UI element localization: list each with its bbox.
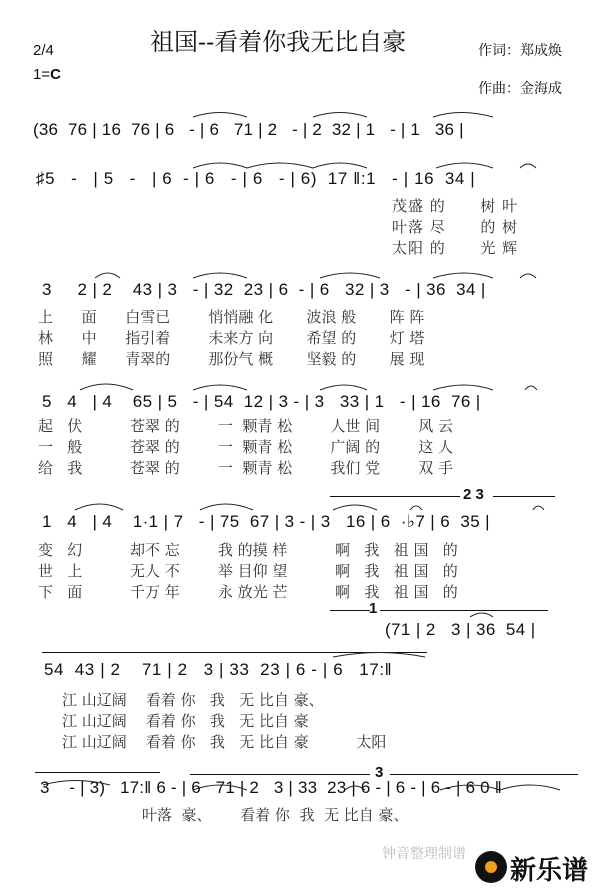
slur	[193, 273, 247, 278]
slur	[345, 786, 365, 790]
slur	[470, 613, 493, 617]
slur	[433, 113, 493, 118]
lyric-row-7-verse-1: 江 山辽阔 看着 你 我 无 比自 豪、	[62, 691, 324, 709]
slur	[75, 504, 123, 510]
slur	[525, 386, 537, 390]
music-row-8: 3 - | 3) 17:‖ 6 - | 6 71 | 2 3 | 33 23 | 6 - | 6 - | 6 - | 6 0 ‖	[40, 778, 502, 797]
slur	[433, 385, 493, 390]
lyric-row-3-verse-3: 照 耀 青翠的 那份气 概 坚毅 的 展 现	[38, 350, 425, 368]
slur	[200, 504, 253, 510]
slur	[333, 653, 425, 658]
lyric-row-3-verse-1: 上 面 白雪已 悄悄融 化 波浪 般 阵 阵	[38, 308, 425, 326]
brand-logo: 新乐谱	[510, 856, 589, 886]
slur	[193, 385, 247, 390]
key-prefix: 1=	[33, 66, 51, 83]
slur	[440, 785, 560, 790]
music-row-4: 5 4 | 4 65 | 5 - | 54 12 | 3 - | 3 33 | 1 - | 16 76 |	[42, 392, 481, 411]
slur	[533, 506, 544, 510]
music-row-3: 3 2 | 2 43 | 3 - | 32 23 | 6 - | 6 32 | 3 - | 36 34 |	[42, 280, 486, 299]
volta-label-3: 3	[375, 764, 384, 781]
volta-label-2-3: 2 3	[463, 486, 484, 503]
lyric-row-4-verse-1: 起 伏 苍翠 的 一 颗青 松 人世 间 风 云	[38, 417, 454, 435]
lyric-row-5-verse-1: 变 幻 却不 忘 我 的摸 样 啊 我 祖 国 的	[38, 541, 458, 559]
lyric-row-7-verse-3: 江 山辽阔 看着 你 我 无 比自 豪 太阳	[62, 733, 387, 751]
slur	[320, 385, 367, 390]
slur	[436, 163, 493, 168]
lyric-row-8-verse-1: 叶落 豪、 看着 你 我 无 比自 豪、	[142, 806, 409, 824]
slur	[95, 273, 120, 278]
slur	[410, 506, 422, 510]
volta-label-1: 1	[369, 600, 378, 617]
slur	[433, 273, 493, 278]
music-row-5: 1 4 | 4 1·1 | 7 - | 75 67 | 3 - | 3 16 | 6 ·♭7 | 6 35 |	[42, 512, 490, 531]
vinyl-record-icon	[475, 851, 507, 883]
lyric-row-5-verse-2: 世 上 无人 不 举 目仰 望 啊 我 祖 国 的	[38, 562, 458, 580]
arranger-watermark: 钟音整理制谱	[382, 846, 466, 862]
lyric-row-7-verse-2: 江 山辽阔 看着 你 我 无 比自 豪	[62, 712, 309, 730]
slur	[193, 163, 367, 168]
composer: 作曲：金海成	[478, 81, 562, 97]
slur	[80, 384, 133, 390]
slur	[520, 274, 536, 278]
lyric-row-3-verse-2: 林 中 指引着 未来方 向 希望 的 灯 塔	[38, 329, 425, 347]
lyric-row-5-verse-3: 下 面 千万 年 永 放光 芒 啊 我 祖 国 的	[38, 583, 458, 601]
music-row-6: (71 | 2 3 | 36 54 |	[385, 620, 536, 639]
slur	[333, 505, 377, 510]
music-row-7: 54 43 | 2 71 | 2 3 | 33 23 | 6 - | 6 17:‖	[44, 660, 393, 679]
slur	[520, 164, 536, 168]
slur	[43, 781, 110, 786]
lyric-row-2-verse-2: 叶落 尽 的 树	[392, 218, 519, 236]
lyric-row-4-verse-3: 给 我 苍翠 的 一 颗青 松 我们 党 双 手	[38, 459, 454, 477]
lyric-row-4-verse-2: 一 般 苍翠 的 一 颗青 松 广阔 的 这 人	[38, 438, 454, 456]
lyricist: 作词：郑成焕	[478, 43, 562, 59]
lyric-row-2-verse-1: 茂盛 的 树 叶	[392, 197, 519, 215]
key-note: C	[50, 66, 61, 83]
lyric-row-2-verse-3: 太阳 的 光 辉	[392, 239, 519, 257]
time-signature: 2/4	[33, 42, 54, 59]
slur	[193, 113, 247, 118]
slur	[313, 113, 367, 118]
song-title: 祖国--看着你我无比自豪	[150, 28, 407, 56]
slur	[320, 273, 380, 278]
music-row-2: ♯5 - | 5 - | 6 - | 6 - | 6 - | 6) 17 ‖:1 - | 16 34 |	[36, 169, 476, 188]
slur	[193, 785, 247, 790]
music-row-1: (36 76 | 16 76 | 6 - | 6 71 | 2 - | 2 32 | 1 - | 1 36 |	[33, 120, 464, 139]
